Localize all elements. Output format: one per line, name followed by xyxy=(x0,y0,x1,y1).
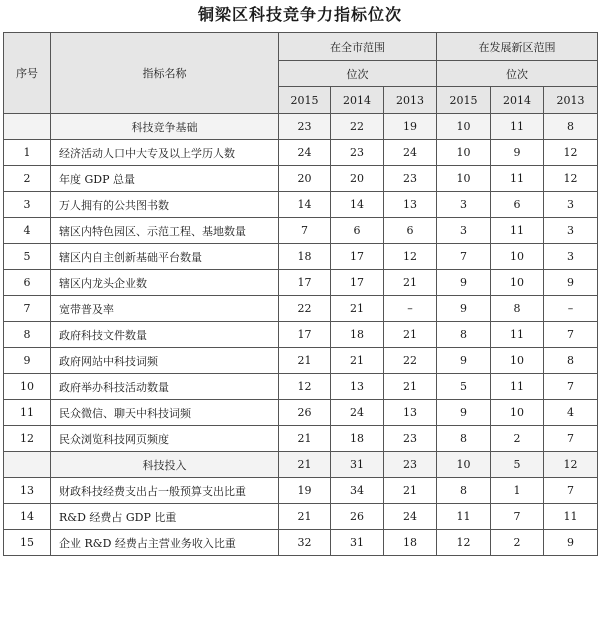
header-year: 2014 xyxy=(331,87,384,114)
rank-cell: 21 xyxy=(279,452,331,478)
rank-cell: 6 xyxy=(384,218,437,244)
header-indicator-name: 指标名称 xyxy=(51,33,279,114)
rank-cell: 24 xyxy=(384,140,437,166)
rank-cell: 17 xyxy=(331,244,384,270)
rank-cell: 3 xyxy=(437,192,491,218)
table-body xyxy=(4,114,598,556)
rank-cell: 24 xyxy=(331,400,384,426)
indicator-name: 辖区内自主创新基础平台数量 xyxy=(51,244,279,270)
rank-cell: 6 xyxy=(331,218,384,244)
rank-cell: 11 xyxy=(437,504,491,530)
rank-cell: 18 xyxy=(331,322,384,348)
rank-cell: 8 xyxy=(544,114,598,140)
header-index: 序号 xyxy=(4,33,51,114)
rank-cell: 17 xyxy=(279,322,331,348)
indicator-name: 民众微信、聊天中科技词频 xyxy=(51,400,279,426)
row-index: 10 xyxy=(4,374,51,400)
category-row xyxy=(4,452,598,478)
rank-cell: 21 xyxy=(384,478,437,504)
rank-cell: 7 xyxy=(279,218,331,244)
rank-cell: 9 xyxy=(437,400,491,426)
category-row xyxy=(4,114,598,140)
rank-cell: 7 xyxy=(437,244,491,270)
rank-cell: 23 xyxy=(384,452,437,478)
rank-cell: 19 xyxy=(384,114,437,140)
category-name: 科技竞争基础 xyxy=(51,114,279,140)
rank-cell: 20 xyxy=(279,166,331,192)
rank-cell: 10 xyxy=(491,400,544,426)
rank-cell: 9 xyxy=(437,296,491,322)
rank-cell: 7 xyxy=(544,426,598,452)
rank-cell: 12 xyxy=(279,374,331,400)
indicator-name: 民众浏览科技网页频度 xyxy=(51,426,279,452)
rank-cell: 21 xyxy=(331,348,384,374)
page-title: 铜梁区科技竞争力指标位次 xyxy=(197,5,402,24)
table-row xyxy=(4,348,598,374)
rank-cell: 26 xyxy=(279,400,331,426)
rank-cell: 11 xyxy=(491,218,544,244)
row-index: 15 xyxy=(4,530,51,556)
rank-cell: 18 xyxy=(384,530,437,556)
rank-cell: 22 xyxy=(384,348,437,374)
rank-cell: 3 xyxy=(544,218,598,244)
rank-cell: 12 xyxy=(384,244,437,270)
indicator-name: 政府举办科技活动数量 xyxy=(51,374,279,400)
rank-cell: 12 xyxy=(544,166,598,192)
table-row xyxy=(4,270,598,296)
rank-cell: 21 xyxy=(279,348,331,374)
indicator-name: R&D 经费占 GDP 比重 xyxy=(51,504,279,530)
table-row xyxy=(4,478,598,504)
rank-cell: 10 xyxy=(491,244,544,270)
rank-cell: 6 xyxy=(491,192,544,218)
rank-cell: 12 xyxy=(437,530,491,556)
rank-cell: 17 xyxy=(331,270,384,296)
rank-cell: 10 xyxy=(437,114,491,140)
rank-cell: 8 xyxy=(437,478,491,504)
category-name: 科技投入 xyxy=(51,452,279,478)
rank-cell: 23 xyxy=(331,140,384,166)
rank-cell: 3 xyxy=(437,218,491,244)
rank-cell: 12 xyxy=(544,140,598,166)
header-rank-new-area: 位次 xyxy=(437,61,598,87)
rank-cell: 3 xyxy=(544,244,598,270)
table-row xyxy=(4,140,598,166)
header-year: 2015 xyxy=(437,87,491,114)
indicator-name: 经济活动人口中大专及以上学历人数 xyxy=(51,140,279,166)
rank-cell: 14 xyxy=(279,192,331,218)
rank-cell: 21 xyxy=(384,322,437,348)
rank-cell: 18 xyxy=(279,244,331,270)
row-index: 13 xyxy=(4,478,51,504)
rank-cell: 9 xyxy=(544,530,598,556)
rank-cell: 3 xyxy=(544,192,598,218)
row-index: 5 xyxy=(4,244,51,270)
table-row xyxy=(4,530,598,556)
indicator-name: 宽带普及率 xyxy=(51,296,279,322)
rank-cell: 10 xyxy=(437,140,491,166)
row-index xyxy=(4,452,51,478)
row-index: 3 xyxy=(4,192,51,218)
indicator-name: 辖区内龙头企业数 xyxy=(51,270,279,296)
header-year: 2013 xyxy=(544,87,598,114)
rank-cell: 9 xyxy=(437,270,491,296)
header-rank-city: 位次 xyxy=(279,61,437,87)
row-index: 2 xyxy=(4,166,51,192)
rank-cell: 21 xyxy=(331,296,384,322)
rank-cell: 23 xyxy=(384,166,437,192)
table-row xyxy=(4,374,598,400)
rank-cell: 9 xyxy=(544,270,598,296)
rank-cell: 7 xyxy=(544,322,598,348)
table-row xyxy=(4,322,598,348)
indicator-name: 政府科技文件数量 xyxy=(51,322,279,348)
table-row xyxy=(4,218,598,244)
rank-cell: 21 xyxy=(279,426,331,452)
indicator-name: 万人拥有的公共图书数 xyxy=(51,192,279,218)
rank-cell: 34 xyxy=(331,478,384,504)
table-row xyxy=(4,244,598,270)
rank-cell: 11 xyxy=(491,114,544,140)
rank-cell: 9 xyxy=(491,140,544,166)
row-index: 7 xyxy=(4,296,51,322)
rank-cell: 21 xyxy=(384,270,437,296)
indicator-name: 企业 R&D 经费占主营业务收入比重 xyxy=(51,530,279,556)
rank-cell: 1 xyxy=(491,478,544,504)
rank-cell: – xyxy=(384,296,437,322)
table-row xyxy=(4,192,598,218)
rank-cell: 13 xyxy=(384,192,437,218)
rank-cell: 4 xyxy=(544,400,598,426)
table-row xyxy=(4,504,598,530)
rank-cell: 20 xyxy=(331,166,384,192)
rank-cell: 24 xyxy=(279,140,331,166)
rank-cell: 5 xyxy=(491,452,544,478)
rank-cell: 21 xyxy=(384,374,437,400)
rank-cell: 11 xyxy=(491,322,544,348)
rank-cell: 19 xyxy=(279,478,331,504)
indicator-name: 政府网站中科技词频 xyxy=(51,348,279,374)
row-index: 12 xyxy=(4,426,51,452)
row-index: 4 xyxy=(4,218,51,244)
header-group-new-area: 在发展新区范围 xyxy=(437,33,598,61)
rank-cell: 13 xyxy=(384,400,437,426)
rank-cell: 2 xyxy=(491,426,544,452)
rank-cell: 7 xyxy=(491,504,544,530)
row-index: 14 xyxy=(4,504,51,530)
rank-cell: 31 xyxy=(331,452,384,478)
rank-cell: 11 xyxy=(491,374,544,400)
rank-cell: 31 xyxy=(331,530,384,556)
rank-cell: 8 xyxy=(544,348,598,374)
header-year: 2014 xyxy=(491,87,544,114)
row-index: 11 xyxy=(4,400,51,426)
rank-cell: 7 xyxy=(544,374,598,400)
rank-cell: 2 xyxy=(491,530,544,556)
indicator-name: 财政科技经费支出占一般预算支出比重 xyxy=(51,478,279,504)
row-index xyxy=(4,114,51,140)
rank-cell: 9 xyxy=(437,348,491,374)
rank-cell: 10 xyxy=(491,348,544,374)
header-group-city: 在全市范围 xyxy=(279,33,437,61)
rank-cell: 8 xyxy=(437,322,491,348)
rank-cell: 13 xyxy=(331,374,384,400)
rank-cell: 10 xyxy=(491,270,544,296)
rank-cell: 24 xyxy=(384,504,437,530)
header-year: 2015 xyxy=(279,87,331,114)
rank-cell: 7 xyxy=(544,478,598,504)
indicator-name: 年度 GDP 总量 xyxy=(51,166,279,192)
rank-cell: 32 xyxy=(279,530,331,556)
rank-cell: 23 xyxy=(279,114,331,140)
rank-cell: 12 xyxy=(544,452,598,478)
rank-cell: 22 xyxy=(331,114,384,140)
table-row xyxy=(4,296,598,322)
rank-cell: 10 xyxy=(437,166,491,192)
row-index: 9 xyxy=(4,348,51,374)
row-index: 1 xyxy=(4,140,51,166)
ranking-table xyxy=(3,32,598,556)
table-row xyxy=(4,400,598,426)
rank-cell: 22 xyxy=(279,296,331,322)
table-row xyxy=(4,166,598,192)
rank-cell: 8 xyxy=(491,296,544,322)
rank-cell: 23 xyxy=(384,426,437,452)
rank-cell: 14 xyxy=(331,192,384,218)
row-index: 6 xyxy=(4,270,51,296)
table-row xyxy=(4,426,598,452)
rank-cell: 18 xyxy=(331,426,384,452)
rank-cell: – xyxy=(544,296,598,322)
indicator-name: 辖区内特色园区、示范工程、基地数量 xyxy=(51,218,279,244)
rank-cell: 17 xyxy=(279,270,331,296)
rank-cell: 11 xyxy=(544,504,598,530)
rank-cell: 26 xyxy=(331,504,384,530)
rank-cell: 11 xyxy=(491,166,544,192)
header-year: 2013 xyxy=(384,87,437,114)
rank-cell: 10 xyxy=(437,452,491,478)
rank-cell: 8 xyxy=(437,426,491,452)
rank-cell: 21 xyxy=(279,504,331,530)
row-index: 8 xyxy=(4,322,51,348)
rank-cell: 5 xyxy=(437,374,491,400)
